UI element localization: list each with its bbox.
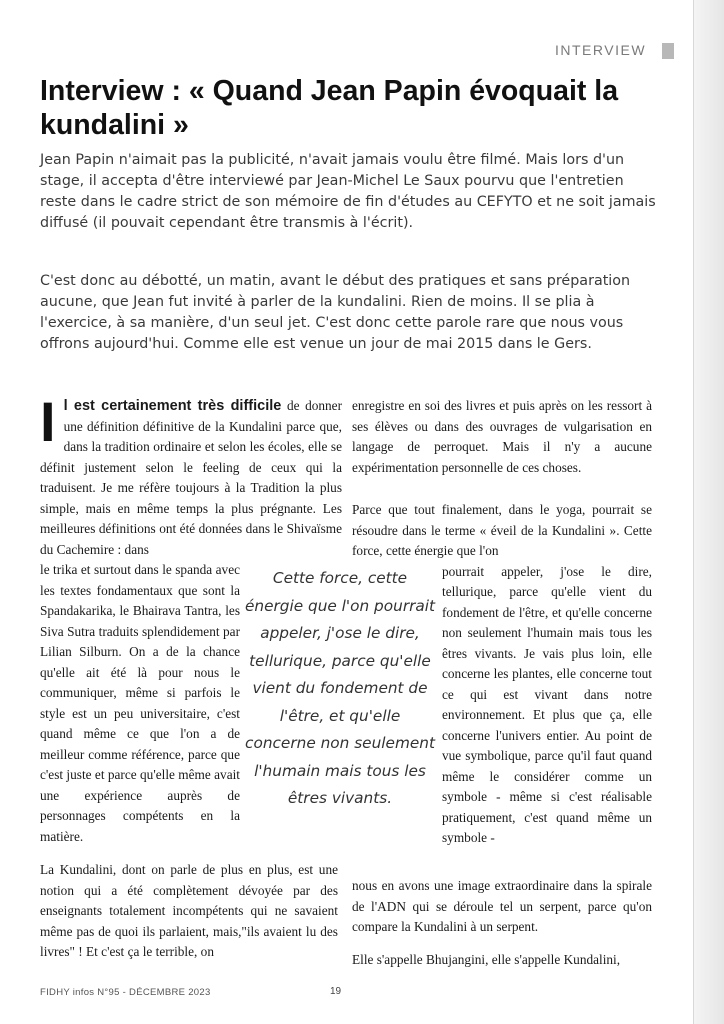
body-paragraph-2: enregistre en soi des livres et puis après on les ressort à ses élèves ou dans des ouvrages de vulgarisation en langage de perroquet. Mais il n'y a aucune expérimentation personnelle de ces choses. <box>352 398 652 475</box>
drop-cap: I <box>40 390 56 453</box>
column-right-bottom <box>352 876 652 970</box>
body-paragraph-3: Parce que tout finalement, dans le yoga, pourrait se résoudre dans le terme « éveil de la Kundalini ». Cette force, cette énergie que l'on <box>352 502 652 558</box>
pull-quote: Cette force, cette énergie que l'on pourrait appeler, j'ose le dire, tellurique, parce qu'elle vient du fondement de l'être, et qu'elle concerne non seulement l'humain mais tous les êtres vivants. <box>244 569 436 807</box>
intro-paragraph-2: C'est donc au débotté, un matin, avant le début des pratiques et sans préparation aucune, que Jean fut invité à parler de la kundalini. Rien de moins. Il se plia à l'exercice, à sa manière, d'un seul jet. C'est donc cette parole rare que nous vous offrons aujourd'hui. Comme elle est venue un jour de mai 2015 dans le Gers. <box>40 273 631 352</box>
column-right <box>352 396 652 849</box>
column-left-bottom <box>40 860 338 963</box>
lead-in: l est certainement très difficile <box>63 398 282 414</box>
footer-issue: FIDHY infos N°95 - DÉCEMBRE 2023 <box>40 987 211 998</box>
intro-paragraph-1: Jean Papin n'aimait pas la publicité, n'avait jamais voulu être filmé. Mais lors d'un stage, il accepta d'être interviewé par Jean-Michel Le Saux pourvu que l'entretien reste dans le cadre strict de son mémoire de fin d'études au CEFYTO et ne soit jamais diffusé (il pouvait cependant être transmis à l'écrit). <box>40 152 656 231</box>
article-title: Interview : « Quand Jean Papin évoquait la kundalini » <box>40 75 619 141</box>
body-paragraph-3-wrap: pourrait appeler, j'ose le dire, tellurique, parce qu'elle vient du fondement de l'être, et qu'elle concerne non seulement l'humain mais tous les êtres vivants. Je vais plus loin, elle concerne les plantes, elle concerne tout ce qui est vivant dans notre environnement. Et plus que ça, elle concerne l'univers entier. Au point de vue symbolique, parce qu'il faut quand même le considérer comme un symbole - même si c'est réalisable pratiquement, c'est quand même un symbole - <box>442 563 652 845</box>
body-paragraph-1-wrap: le trika et surtout dans le spanda avec les textes fondamentaux que sont la Spandakarika, le Bhairava Tantra, les Siva Sutra traduits splendidement par Lilian Silburn. On a de la chance qu'elle ait été là pour nous le communiquer, même si parfois le style est un peu universitaire, c'est quand même ce que l'on a de meilleur comme référence, parce que c'est juste et parce qu'elle même avait une expérience auprès de personnages compétents en la matière. <box>40 562 240 844</box>
section-marker <box>662 43 674 59</box>
body-paragraph-5: Elle s'appelle Bhujangini, elle s'appelle Kundalini, <box>352 951 621 967</box>
page-number: 19 <box>330 986 342 997</box>
body-paragraph-4: La Kundalini, dont on parle de plus en plus, est une notion qui a été complètement dévoyée par des enseignants totalement incompétents qui ne savaient même pas de quoi ils parlaient, mais,"ils avaient lu des livres" ! Et c'est ça le terrible, on <box>40 862 338 959</box>
body-text-a: de donner une définition définitive de la Kundalini parce que, dans la tradition ordinaire et selon les écoles, elle se définit justement selon le feeling de ceux qui la traduisent. Je me réfère toujours à la Tradition la plus simple, mais en même temps la plus prégnante. Les meilleures définitions ont été données dans le Shivaïsme du Cachemire : dans <box>40 398 342 557</box>
page-edge <box>693 0 724 1024</box>
body-paragraph-3-end: nous en avons une image extraordinaire dans la spirale de l'ADN qui se déroule tel un serpent, parce qu'on compare la Kundalini à un serpent. <box>352 878 652 934</box>
body-paragraph-1 <box>40 390 342 560</box>
section-label: INTERVIEW <box>555 42 647 58</box>
